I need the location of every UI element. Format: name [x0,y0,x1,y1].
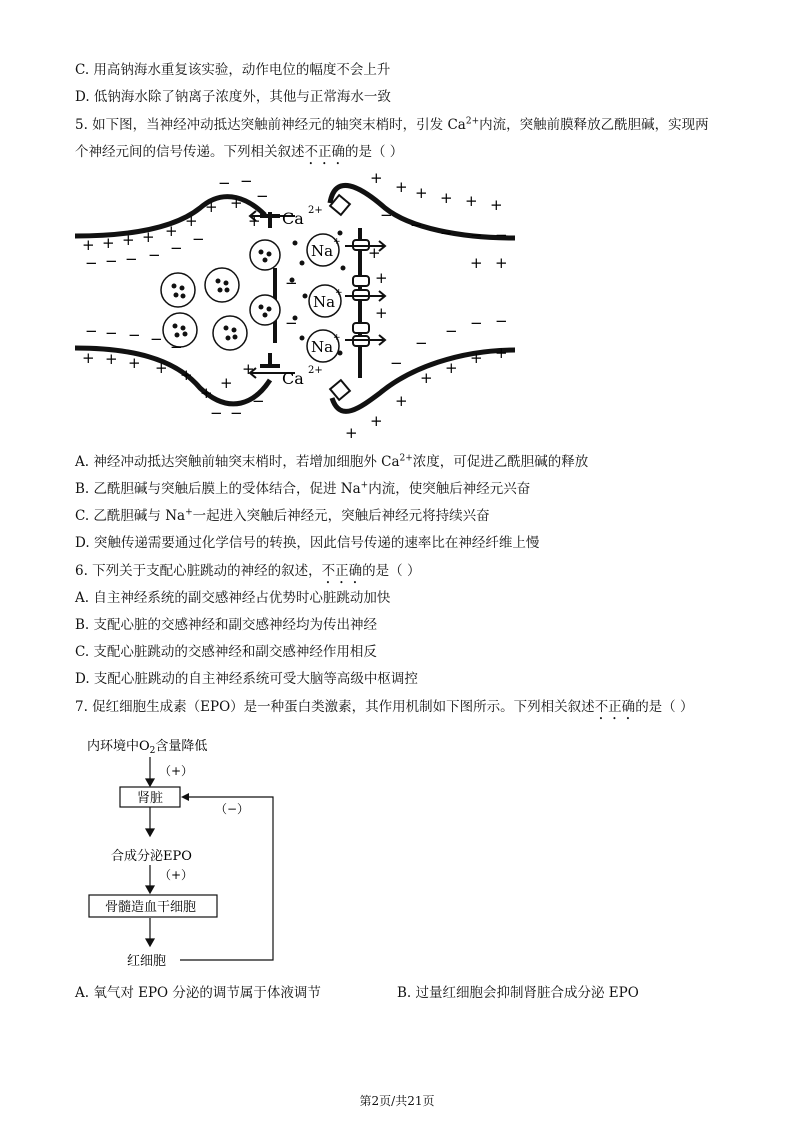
kidney-label: 肾脏 [137,791,164,806]
minus-charge: − [495,312,508,330]
epo-label: 合成分泌EPO [111,849,192,864]
plus-charge: + [375,304,388,322]
minus-charge: − [285,314,298,332]
plus-charge: + [415,184,428,202]
minus-charge: − [210,404,223,422]
plus-charge: + [102,234,115,252]
q7-option-b: B. 过量红细胞会抑制肾脏合成分泌 EPO [397,985,639,1001]
plus-charge: + [220,374,233,392]
plus-charge: + [205,198,218,216]
minus-charge: − [218,174,231,192]
minus-charge: − [105,252,118,270]
q5-stem-line2: 个神经元间的信号传递。下列相关叙述不正确的是（ ） [75,144,404,160]
minus-charge: − [470,226,483,244]
q6-option-d: D. 支配心脏跳动的自主神经系统可受大脑等高级中枢调控 [75,671,418,687]
minus-charge: − [410,216,423,234]
minus-charge: − [285,274,298,292]
plus-charge: + [370,412,383,430]
minus-charge: − [150,330,163,348]
minus-charge: − [128,326,141,344]
plus-charge: + [370,169,383,187]
option-c-prev: C. 用高钠海水重复该实验，动作电位的幅度不会上升 [75,62,391,78]
minus-charge: − [415,334,428,352]
calcium-charge-bottom: 2+ [308,365,323,376]
q5-option-d: D. 突触传递需要通过化学信号的转换，因此信号传递的速率比在神经纤维上慢 [75,535,540,551]
q6-option-a: A. 自主神经系统的副交感神经占优势时心脏跳动加快 [75,590,391,606]
plus-charge: + [470,349,483,367]
minus-charge: − [105,324,118,342]
minus-charge: − [390,354,403,372]
minus-charge: − [85,254,98,272]
calcium-charge-top: 2+ [308,205,323,216]
minus-charge: − [192,230,205,248]
plus-charge: + [122,231,135,249]
q5-option-b: B. 乙酰胆碱与突触后膜上的受体结合，促进 Na+内流，使突触后神经元兴奋 [75,480,531,497]
flow-minus-feedback: （−） [215,802,250,816]
rbc-label: 红细胞 [127,954,167,969]
plus-charge: + [440,189,453,207]
feedback-loop [180,797,273,960]
plus-charge: + [155,359,168,377]
option-d-prev: D. 低钠海水除了钠离子浓度外，其他与正常海水一致 [75,89,391,105]
plus-charge: + [82,236,95,254]
calcium-influx-arrows [250,211,295,378]
flow-plus-2: （+） [159,868,194,882]
plus-charge: + [165,222,178,240]
plus-charge: + [128,354,141,372]
minus-charge: − [85,322,98,340]
minus-charge: − [230,404,243,422]
flow-top-text: 内环境中$O_2$含量降低 [87,739,208,756]
sodium-label-3: Na [311,338,334,356]
plus-charge: + [345,424,358,442]
plus-charge: + [82,349,95,367]
q6-stem: 6. 下列关于支配心脏跳动的神经的叙述，不正确的是（ ） [75,563,421,579]
sodium-charge-3: + [333,333,341,343]
plus-charge: + [395,392,408,410]
plus-charge: + [375,269,388,287]
plus-charge: + [395,178,408,196]
plus-charge: + [465,192,478,210]
plus-charge: + [470,254,483,272]
q5-option-a: A. 神经冲动抵达突触前轴突末梢时，若增加细胞外 $Ca^{2+}$浓度，可促进乙酰胆碱的释放 [75,453,589,470]
flow-plus-1: （+） [159,764,194,778]
minus-charge: − [240,172,253,190]
minus-charge: − [170,239,183,257]
minus-charge: − [252,392,265,410]
minus-charge: − [445,322,458,340]
plus-charge: + [495,344,508,362]
plus-charge: + [495,254,508,272]
plus-charge: + [230,194,243,212]
sodium-charge-2: + [335,288,343,298]
plus-charge: + [242,360,255,378]
plus-charge: + [180,366,193,384]
sodium-label-1: Na [311,242,334,260]
plus-charge: + [490,196,503,214]
minus-charge: − [380,206,393,224]
sodium-charge-1: + [333,237,341,247]
minus-charge: − [125,250,138,268]
feedback-arrowhead [181,793,189,801]
plus-charge: + [142,228,155,246]
q6-option-b: B. 支配心脏的交感神经和副交感神经均为传出神经 [75,617,378,633]
synapse-diagram [70,168,520,443]
calcium-label-top: Ca [282,209,304,228]
plus-charge: + [248,212,261,230]
plus-charge: + [368,244,381,262]
sodium-label-2: Na [313,293,336,311]
minus-charge: − [256,187,269,205]
minus-charge: − [170,338,183,356]
plus-charge: + [420,369,433,387]
plus-charge: + [105,350,118,368]
q5-stem-line1: 5. 如下图，当神经冲动抵达突触前神经元的轴突末梢时，引发 $Ca^{2+}$内流，突触前膜释放乙酰胆碱，实现两 [75,116,709,133]
epo-flowchart [75,735,375,975]
plus-charge: + [445,359,458,377]
marrow-label: 骨髓造血干细胞 [105,900,197,915]
minus-charge: − [470,314,483,332]
plus-charge: + [185,212,198,230]
q7-option-a: A. 氧气对 EPO 分泌的调节属于体液调节 [75,985,321,1001]
minus-charge: − [440,224,453,242]
plus-charge: + [200,384,213,402]
minus-charge: − [495,226,508,244]
page-footer: 第2页/共21页 [359,1094,435,1108]
q7-stem: 7. 促红细胞生成素（EPO）是一种蛋白类激素，其作用机制如下图所示。下列相关叙述不正确的是（ ） [75,699,694,715]
q5-option-c: C. 乙酰胆碱与 Na+一起进入突触后神经元，突触后神经元将持续兴奋 [75,507,490,524]
q6-option-c: C. 支配心脏跳动的交感神经和副交感神经作用相反 [75,644,377,660]
calcium-label-bottom: Ca [282,369,304,388]
minus-charge: − [148,246,161,264]
